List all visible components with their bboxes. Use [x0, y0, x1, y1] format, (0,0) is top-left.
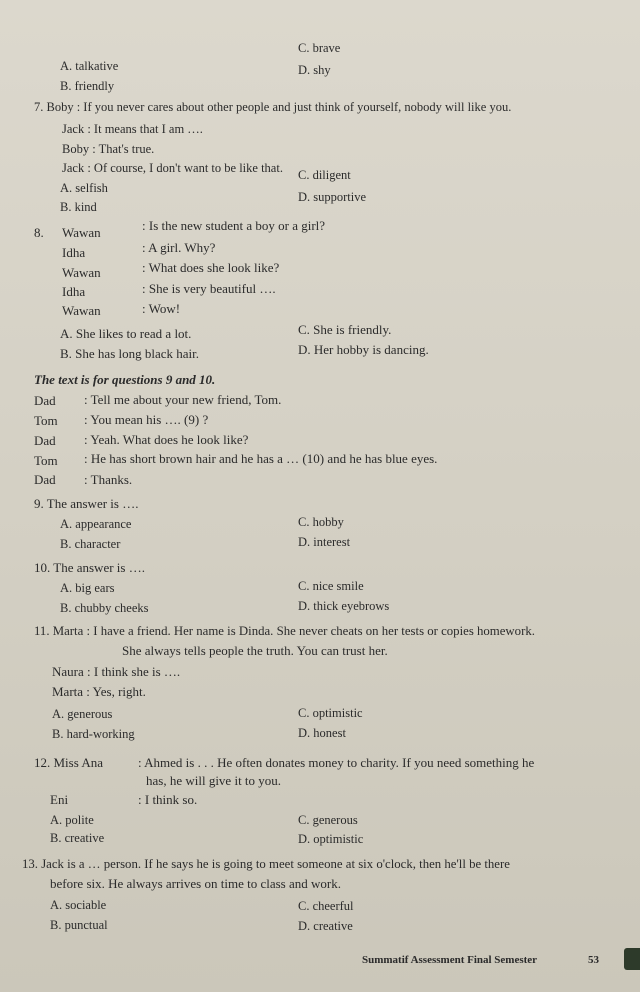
q7-line-3: Jack : Of course, I don't want to be like that. — [62, 161, 283, 175]
q8-option-b: B. She has long black hair. — [60, 346, 200, 361]
footer-title: Summatif Assessment Final Semester — [362, 954, 538, 966]
q10-option-a: A. big ears — [60, 581, 115, 595]
text-dialogue-4: : He has short brown hair and he has a … (10) and he has blue eyes. — [84, 451, 438, 466]
q8-dialogue-2: : A girl. Why? — [142, 240, 216, 255]
q11-line-2: She always tells people the truth. You can trust her. — [122, 643, 388, 658]
text-speaker-3: Dad — [34, 433, 56, 448]
text-dialogue-3: : Yeah. What does he look like? — [84, 432, 249, 447]
q9-option-a: A. appearance — [60, 517, 132, 531]
q13-option-c: C. cheerful — [298, 899, 354, 913]
q8-speaker-5: Wawan — [62, 303, 101, 318]
q13-option-d: D. creative — [298, 919, 353, 933]
q7-option-c: C. diligent — [298, 168, 351, 182]
q8-option-a: A. She likes to read a lot. — [60, 326, 192, 341]
q7-option-a: A. selfish — [60, 181, 108, 195]
q12-dialogue-2: has, he will give it to you. — [146, 773, 282, 788]
q10-stem: 10. The answer is …. — [34, 560, 145, 575]
q12-option-a: A. polite — [50, 813, 94, 827]
q11-line-4: Marta : Yes, right. — [52, 684, 146, 699]
q7-option-b: B. kind — [60, 200, 97, 214]
q8-option-c: C. She is friendly. — [298, 322, 392, 337]
q8-dialogue-1: : Is the new student a boy or a girl? — [142, 218, 326, 233]
text-dialogue-5: : Thanks. — [84, 472, 133, 487]
text-speaker-5: Dad — [34, 472, 56, 487]
q6-option-d: D. shy — [298, 63, 331, 77]
text-speaker-4: Tom — [34, 453, 58, 468]
q8-option-d: D. Her hobby is dancing. — [298, 342, 429, 357]
q11-option-b: B. hard-working — [52, 727, 135, 741]
q8-speaker-2: Idha — [62, 245, 86, 260]
q10-option-b: B. chubby cheeks — [60, 601, 149, 615]
q10-option-c: C. nice smile — [298, 579, 364, 593]
q13-line-1: 13. Jack is a … person. If he says he is going to meet someone at six o'clock, then he'll be there — [22, 857, 510, 871]
page-edge-tab — [624, 948, 640, 970]
q8-dialogue-3: : What does she look like? — [142, 260, 280, 275]
q9-option-b: B. character — [60, 537, 121, 551]
q8-speaker-1: Wawan — [62, 225, 101, 240]
text-9-10-heading: The text is for questions 9 and 10. — [34, 372, 216, 387]
q13-option-a: A. sociable — [50, 898, 107, 912]
q10-option-d: D. thick eyebrows — [298, 599, 390, 613]
q11-option-a: A. generous — [52, 707, 113, 721]
q12-option-d: D. optimistic — [298, 832, 364, 846]
q9-option-d: D. interest — [298, 535, 351, 549]
page-number: 53 — [588, 954, 599, 966]
text-dialogue-1: : Tell me about your new friend, Tom. — [84, 392, 282, 407]
q7-line-2: Boby : That's true. — [62, 142, 155, 156]
q6-option-a: A. talkative — [60, 59, 119, 73]
q8-number: 8. — [34, 225, 44, 240]
q8-dialogue-4: : She is very beautiful …. — [142, 281, 276, 296]
q12-option-b: B. creative — [50, 831, 105, 845]
q12-speaker-2: Eni — [50, 792, 69, 807]
text-speaker-2: Tom — [34, 413, 58, 428]
q13-line-2: before six. He always arrives on time to class and work. — [50, 876, 341, 891]
q11-line-3: Naura : I think she is …. — [52, 664, 181, 679]
q6-option-c: C. brave — [298, 41, 341, 55]
q12-dialogue-3: : I think so. — [138, 792, 198, 807]
q13-option-b: B. punctual — [50, 918, 108, 932]
q8-speaker-3: Wawan — [62, 265, 101, 280]
q8-speaker-4: Idha — [62, 284, 86, 299]
q12-dialogue-1: : Ahmed is . . . He often donates money to charity. If you need something he — [138, 755, 535, 770]
q11-option-d: D. honest — [298, 726, 346, 740]
q9-option-c: C. hobby — [298, 515, 344, 529]
text-speaker-1: Dad — [34, 393, 56, 408]
text-dialogue-2: : You mean his …. (9) ? — [84, 412, 209, 427]
q7-line-1: Jack : It means that I am …. — [62, 122, 203, 136]
q8-dialogue-5: : Wow! — [142, 301, 181, 316]
q12-speaker-1: 12. Miss Ana — [34, 755, 103, 770]
q9-stem: 9. The answer is …. — [34, 496, 139, 511]
q7-option-d: D. supportive — [298, 190, 367, 204]
q12-option-c: C. generous — [298, 813, 358, 827]
q6-option-b: B. friendly — [60, 79, 115, 93]
q7-stem: 7. Boby : If you never cares about other people and just think of yourself, nobody will like you. — [34, 100, 512, 114]
q11-line-1: 11. Marta : I have a friend. Her name is Dinda. She never cheats on her tests or copies homework. — [34, 624, 535, 638]
q11-option-c: C. optimistic — [298, 706, 363, 720]
